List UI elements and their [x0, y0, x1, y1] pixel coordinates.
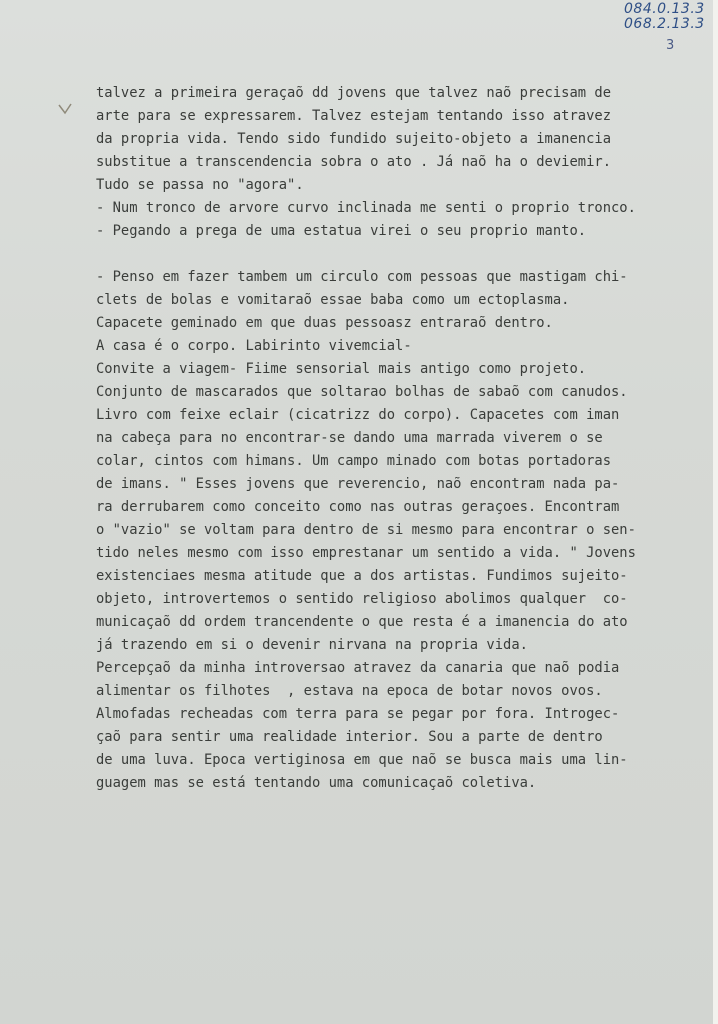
text-line: çaõ para sentir uma realidade interior. Sou a parte de dentro	[96, 729, 603, 745]
text-line: arte para se expressarem. Talvez estejam tentando isso atravez	[96, 108, 611, 124]
text-line: Conjunto de mascarados que soltarao bolhas de sabaõ com canudos.	[96, 384, 628, 400]
text-line: colar, cintos com himans. Um campo minado com botas portadoras	[96, 453, 611, 469]
paragraph-gap	[96, 243, 696, 266]
margin-ink-mark	[58, 102, 72, 116]
text-line: talvez a primeira geraçaõ dd jovens que talvez naõ precisam de	[96, 85, 611, 101]
text-line: substitue a transcendencia sobra o ato . Já naõ ha o deviemir.	[96, 154, 611, 170]
text-line: da propria vida. Tendo sido fundido sujeito-objeto a imanencia	[96, 131, 611, 147]
text-line: Capacete geminado em que duas pessoasz entraraõ dentro.	[96, 315, 553, 331]
text-line: alimentar os filhotes , estava na epoca de botar novos ovos.	[96, 683, 603, 699]
text-line: Convite a viagem- Fiime sensorial mais antigo como projeto.	[96, 361, 587, 377]
text-line: - Penso em fazer tambem um circulo com pessoas que mastigam chi-	[96, 269, 628, 285]
text-line: - Num tronco de arvore curvo inclinada me senti o proprio tronco.	[96, 200, 636, 216]
typed-text-body	[96, 82, 696, 795]
text-line: ra derrubarem como conceito como nas outras geraçoes. Encontram	[96, 499, 620, 515]
text-line: tido neles mesmo com isso emprestanar um sentido a vida. " Jovens	[96, 545, 636, 561]
page-number: 3	[666, 38, 675, 53]
text-line: Percepçaõ da minha introversao atravez da canaria que naõ podia	[96, 660, 620, 676]
text-line: Livro com feixe eclair (cicatrizz do corpo). Capacetes com iman	[96, 407, 620, 423]
archive-reference-numbers	[624, 2, 716, 32]
text-line: A casa é o corpo. Labirinto vivemcial-	[96, 338, 412, 354]
text-line: Almofadas recheadas com terra para se pegar por fora. Introgec-	[96, 706, 620, 722]
text-line: já trazendo em si o devenir nirvana na propria vida.	[96, 637, 528, 653]
text-line: objeto, introvertemos o sentido religioso abolimos qualquer co-	[96, 591, 628, 607]
text-line: na cabeça para no encontrar-se dando uma marrada viverem o se	[96, 430, 603, 446]
archive-ref-2: 068.2.13.3	[624, 16, 705, 32]
text-line: Tudo se passa no "agora".	[96, 177, 304, 193]
text-line: o "vazio" se voltam para dentro de si mesmo para encontrar o sen-	[96, 522, 636, 538]
text-line: de uma luva. Epoca vertiginosa em que naõ se busca mais uma lin-	[96, 752, 628, 768]
text-line: existenciaes mesma atitude que a dos artistas. Fundimos sujeito-	[96, 568, 628, 584]
text-line: - Pegando a prega de uma estatua virei o seu proprio manto.	[96, 223, 587, 239]
archive-ref-1: 084.0.13.3	[624, 1, 705, 17]
text-line: guagem mas se está tentando uma comunicaçaõ coletiva.	[96, 775, 537, 791]
text-line: clets de bolas e vomitaraõ essae baba como um ectoplasma.	[96, 292, 570, 308]
text-line: municaçaõ dd ordem trancendente o que resta é a imanencia do ato	[96, 614, 628, 630]
paper-edge	[713, 0, 718, 1024]
text-line: de imans. " Esses jovens que reverencio, naõ encontram nada pa-	[96, 476, 620, 492]
